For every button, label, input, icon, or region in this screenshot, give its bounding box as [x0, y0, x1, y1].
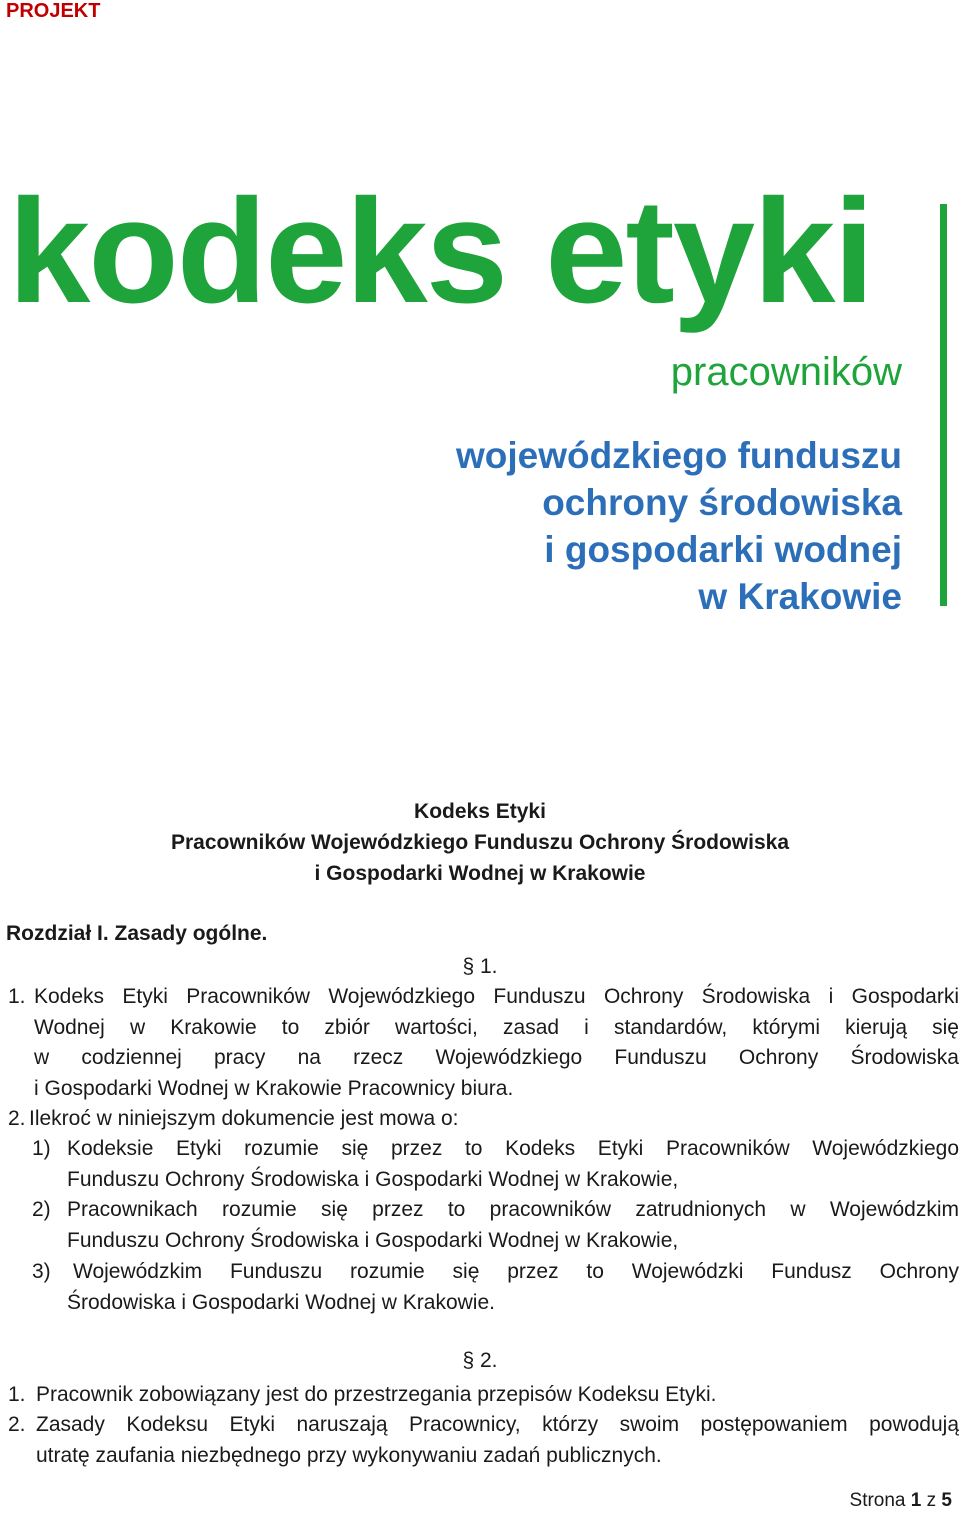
list-item-number: 3) — [32, 1260, 51, 1283]
list-item-line: Funduszu Ochrony Środowiska i Gospodarki Wodnej w Krakowie, — [67, 1228, 679, 1252]
document-title-line: Pracowników Wojewódzkiego Funduszu Ochrony Środowiska — [170, 831, 790, 854]
paragraph-line: i Gospodarki Wodnej w Krakowie Pracownicy biura. — [34, 1076, 514, 1100]
chapter-heading: Rozdział I. Zasady ogólne. — [6, 922, 268, 945]
cover-title: kodeks etyki — [8, 169, 873, 334]
cover-institution-line: w Krakowie — [698, 576, 902, 617]
section-1-heading: § 1. — [462, 955, 498, 978]
paragraph-1-2-intro: Ilekroć w niniejszym dokumencie jest mowa o: — [29, 1107, 459, 1130]
document-title — [0, 796, 960, 889]
paragraph-line: utratę zaufania niezbędnego przy wykonywaniu zadań publicznych. — [36, 1443, 662, 1467]
cover-accent-rule — [940, 204, 947, 606]
paragraph-number: 2. — [8, 1107, 26, 1130]
section-2-heading: § 2. — [462, 1349, 498, 1372]
list-item-line: Funduszu Ochrony Środowiska i Gospodarki Wodnej w Krakowie, — [67, 1167, 679, 1191]
cover-institution-line: wojewódzkiego funduszu — [455, 435, 902, 476]
list-item-line: Pracownikach rozumie się przez to pracowników zatrudnionych w Wojewódzkim — [67, 1198, 959, 1221]
paragraph-2-1: Pracownik zobowiązany jest do przestrzegania przepisów Kodeksu Etyki. — [36, 1383, 717, 1406]
paragraph-line: Zasady Kodeksu Etyki naruszają Pracownicy, którzy swoim postępowaniem powodują — [36, 1413, 959, 1436]
footer-total-pages: 5 — [941, 1490, 952, 1511]
paragraph-number: 1. — [8, 985, 26, 1008]
list-item-line: Wojewódzkim Funduszu rozumie się przez to Wojewódzki Fundusz Ochrony — [73, 1260, 959, 1283]
cover-institution-line: i gospodarki wodnej — [544, 529, 902, 570]
paragraph-line: Wodnej w Krakowie to zbiór wartości, zasad i standardów, którymi kierują się — [34, 1015, 959, 1039]
list-item — [67, 1257, 959, 1318]
list-item — [67, 1134, 959, 1195]
list-item-line: Środowiska i Gospodarki Wodnej w Krakowie. — [67, 1290, 495, 1314]
section-sign-icon: § — [462, 955, 475, 978]
list-item-number: 1) — [32, 1137, 51, 1160]
footer-label: Strona — [849, 1490, 906, 1511]
paragraph-number: 2. — [8, 1413, 26, 1436]
page-footer — [850, 1490, 952, 1512]
list-item — [67, 1195, 959, 1256]
paragraph-line: w codziennej pracy na rzecz Wojewódzkiego Funduszu Ochrony Środowiska — [34, 1046, 959, 1069]
paragraph-line: Kodeks Etyki Pracowników Wojewódzkiego Funduszu Ochrony Środowiska i Gospodarki — [34, 985, 959, 1008]
document-title-line: i Gospodarki Wodnej w Krakowie — [314, 862, 646, 885]
cover-subtitle: pracowników — [670, 350, 902, 394]
paragraph-number: 1. — [8, 1383, 26, 1406]
list-item-line: Kodeksie Etyki rozumie się przez to Kodeks Etyki Pracowników Wojewódzkiego — [67, 1137, 959, 1160]
footer-current-page: 1 — [910, 1490, 922, 1511]
cover-institution — [456, 432, 902, 620]
document-title-line: Kodeks Etyki — [414, 800, 546, 823]
section-sign-icon: § — [462, 1349, 475, 1372]
draft-label: PROJEKT — [6, 0, 101, 22]
paragraph-1-1 — [34, 982, 959, 1104]
cover-institution-line: ochrony środowiska — [542, 482, 902, 523]
paragraph-2-2 — [36, 1410, 959, 1471]
list-item-number: 2) — [32, 1198, 51, 1221]
footer-separator: z — [926, 1490, 937, 1511]
